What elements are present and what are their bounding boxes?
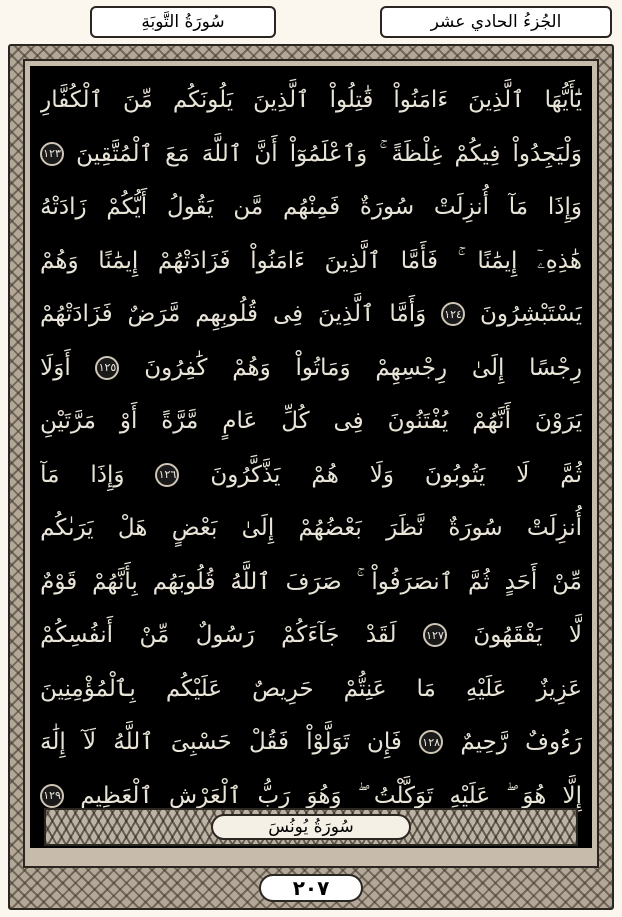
surah-banner-title: سُورَةُ يُونُسَ <box>211 814 411 840</box>
verse-word: رَسُولٌ <box>195 622 255 648</box>
verse-word: عَزِيزٌ <box>536 675 582 702</box>
verse-word: مِّنْ <box>552 568 582 595</box>
juz-label: الجُزءُ الحادي عشر <box>380 6 612 38</box>
verse-line <box>40 714 582 770</box>
verse-word: قُلُوبَهُم <box>152 568 216 595</box>
verse-word: كُلِّ <box>281 408 310 434</box>
verse-word: أُنزِلَتْ <box>526 515 582 541</box>
verse-word: وَهُمْ <box>40 247 79 274</box>
verse-word: تَوَلَّوْاْ <box>306 729 350 755</box>
verse-word: ٱللَّهُ <box>113 729 154 755</box>
verse-word: قَوْمٌ <box>40 568 78 595</box>
verse-line <box>40 179 582 235</box>
verse-word: أَنَّ <box>254 140 278 167</box>
verse-word: يَسْتَبْشِرُونَ <box>479 301 582 327</box>
verse-word: وَهُمْ <box>232 354 271 381</box>
verse-word: ٱلَّذِينَ <box>318 301 375 327</box>
verse-word: عَلَيْهِ <box>449 782 491 809</box>
verse-word: بِٱلْمُؤْمِنِينَ <box>40 675 136 702</box>
verse-word: فِيكُمْ <box>454 140 501 167</box>
verse-word: مَّرَّةً <box>161 408 199 434</box>
verse-word: فَأَمَّا <box>400 247 439 274</box>
verse-word: إِلَىٰ <box>471 354 505 381</box>
verse-word: قَٰتِلُواْ <box>329 87 374 113</box>
verse-word: مَعَ <box>165 140 190 167</box>
verse-line <box>40 340 582 396</box>
verse-word: مَا <box>416 675 436 702</box>
verse-line <box>40 447 582 503</box>
surah-header-label: سُورَةُ التَّوبَةِ <box>90 6 276 38</box>
verse-line <box>40 233 582 289</box>
verse-word: يَفْقَهُونَ <box>473 622 543 648</box>
verse-word: أَحَدٍ <box>504 568 538 595</box>
verse-word: فَزَادَتْهُمْ <box>40 301 113 327</box>
verse-word: رَّحِيمٌ <box>460 729 508 755</box>
ayah-number-marker: ١٢٨ <box>419 730 443 754</box>
ornamental-frame <box>8 44 614 910</box>
verse-word: مَرَّتَيْنِ <box>40 408 96 434</box>
verse-word: ٱللَّهَ <box>201 140 243 167</box>
ayah-number-marker: ١٢٧ <box>423 623 447 647</box>
verse-word: ءَامَنُواْ <box>393 87 449 113</box>
verse-word: قُلُوبِهِم <box>195 301 259 327</box>
text-panel <box>30 66 592 848</box>
verse-word: فَإِن <box>367 729 402 755</box>
verse-word: مَآ <box>40 461 60 488</box>
verse-word: أُنزِلَتْ <box>433 194 489 220</box>
verse-word: نَّظَرَ <box>386 515 425 541</box>
verse-word: لَآ <box>82 729 97 755</box>
verse-word: وَهُوَ <box>306 782 342 809</box>
verse-word: تَوَكَّلْتُ <box>373 782 434 809</box>
verse-word: عَلَيْهِ <box>465 675 507 702</box>
verse-line <box>40 286 582 342</box>
verse-word: إِيمَٰنًا <box>477 247 518 274</box>
verse-word: إِلَىٰ <box>241 515 275 541</box>
verse-word: حَسْبِىَ <box>170 729 232 755</box>
verse-word: أَوْ <box>119 408 138 434</box>
page-number: ٢٠٧ <box>259 874 363 902</box>
verse-word: مَّرَضٌ <box>127 301 181 327</box>
verse-word: عَنِتُّمْ <box>343 675 387 702</box>
verse-word: ٱلْمُتَّقِينَ <box>76 140 153 167</box>
ayah-number-marker: ١٢٦ <box>155 463 179 487</box>
verse-word: لَّا <box>568 622 582 648</box>
verse-word: ٱلْعَظِيمِ <box>80 782 153 809</box>
verse-word: حَرِيصٌ <box>252 675 314 702</box>
verse-word: فِى <box>272 301 304 327</box>
ayah-number-marker: ١٢٣ <box>40 142 64 166</box>
verse-word: عَلَيْكُم <box>165 675 223 702</box>
verse-word: مَّن <box>233 194 264 220</box>
verse-word: رَبُّ <box>257 782 291 809</box>
verse-word: ٱلْكُفَّارِ <box>40 87 104 113</box>
verse-line <box>40 661 582 717</box>
verse-word: أَيُّكُمْ <box>106 194 148 220</box>
verse-word: عَامٍ <box>222 408 258 434</box>
verse-line <box>40 554 582 610</box>
verse-word: بَعْضٍ <box>171 515 218 541</box>
verse-word: وَأَمَّا <box>389 301 427 327</box>
verse-word: ثُمَّ <box>468 568 490 595</box>
verse-word: بِأَنَّهُمْ <box>92 568 138 595</box>
verse-word: هَلْ <box>117 515 148 541</box>
verse-word: ٱلَّذِينَ <box>324 247 382 274</box>
verse-word: وَمَاتُواْ <box>295 354 351 381</box>
verse-word: إِلَّا <box>562 782 582 809</box>
verse-word: بَعْضُهُمْ <box>298 515 362 541</box>
verse-word: ٱلْعَرْشِ <box>169 782 242 809</box>
verse-word: رِجْسًا <box>529 354 582 381</box>
verse-word: غِلْظَةً <box>391 140 443 167</box>
verse-word: يَرَوْنَ <box>534 408 582 434</box>
verse-word: وَٱعْلَمُوٓاْ <box>289 140 368 167</box>
verse-word: ثُمَّ <box>560 461 582 488</box>
verse-word: لَقَدْ <box>365 622 397 648</box>
verse-line <box>40 500 582 556</box>
verse-word: سُورَةٌ <box>359 194 415 220</box>
verse-word: ءَامَنُواْ <box>250 247 305 274</box>
verse-word: ٱلَّذِينَ <box>468 87 525 113</box>
verse-word: يَقُولُ <box>166 194 214 220</box>
verse-word: سُورَةٌ <box>448 515 503 541</box>
verse-word: ٱلَّذِينَ <box>253 87 310 113</box>
verse-word: وَإِذَا <box>547 194 582 220</box>
verse-word: فَمِنْهُم <box>282 194 341 220</box>
verse-word: هُمْ <box>311 461 339 488</box>
ayah-number-marker: ١٢٤ <box>441 302 465 326</box>
ayah-number-marker: ١٢٩ <box>40 784 64 808</box>
verse-word: إِلَٰهَ <box>40 729 66 755</box>
verse-word: زَادَتْهُ <box>40 194 87 220</box>
verse-word: وَلْيَجِدُواْ <box>512 140 582 167</box>
verse-word: أَنَّهُمْ <box>472 408 511 434</box>
surah-banner <box>44 808 578 846</box>
verse-word: مِّنْ <box>139 622 170 648</box>
page-header <box>6 4 616 42</box>
verse-word: وَلَا <box>369 461 394 488</box>
verse-word: وَإِذَا <box>90 461 125 488</box>
verse-word: يَلُونَكُم <box>172 87 234 113</box>
verse-word: فَزَادَتْهُمْ <box>157 247 231 274</box>
verse-word: رِجْسِهِمْ <box>375 354 448 381</box>
verse-word: كَٰفِرُونَ <box>144 354 208 381</box>
verse-word: فَقُلْ <box>248 729 290 755</box>
ayah-number-marker: ١٢٥ <box>95 356 119 380</box>
verse-word: هَٰذِهِۦٓ <box>537 247 582 274</box>
verse-word: فِى <box>333 408 364 434</box>
verse-line <box>40 607 582 663</box>
verse-word: لَا <box>516 461 530 488</box>
verse-word: ٱنصَرَفُواْ <box>371 568 454 595</box>
verse-line <box>40 393 582 449</box>
verse-word: يُفْتَنُونَ <box>387 408 449 434</box>
verse-line <box>40 72 582 128</box>
verse-word: جَآءَكُمْ <box>281 622 340 648</box>
verse-word: صَرَفَ <box>285 568 342 595</box>
verse-word: يَٰٓأَيُّهَا <box>544 87 582 113</box>
verse-word: أَنفُسِكُمْ <box>40 622 114 648</box>
verse-word: هُوَ <box>522 782 547 809</box>
verse-line <box>40 126 582 182</box>
verse-word: مِّنَ <box>123 87 153 113</box>
verse-word: يَذَّكَّرُونَ <box>210 461 281 488</box>
verse-word: أَوَلَا <box>40 354 71 381</box>
verse-word: ٱللَّهُ <box>230 568 271 595</box>
verse-word: يَرَىٰكُم <box>40 515 94 541</box>
verse-word: مَآ <box>508 194 529 220</box>
verse-word: رَءُوفٌ <box>525 729 582 755</box>
verse-word: يَتُوبُونَ <box>424 461 486 488</box>
verse-word: إِيمَٰنًا <box>98 247 139 274</box>
